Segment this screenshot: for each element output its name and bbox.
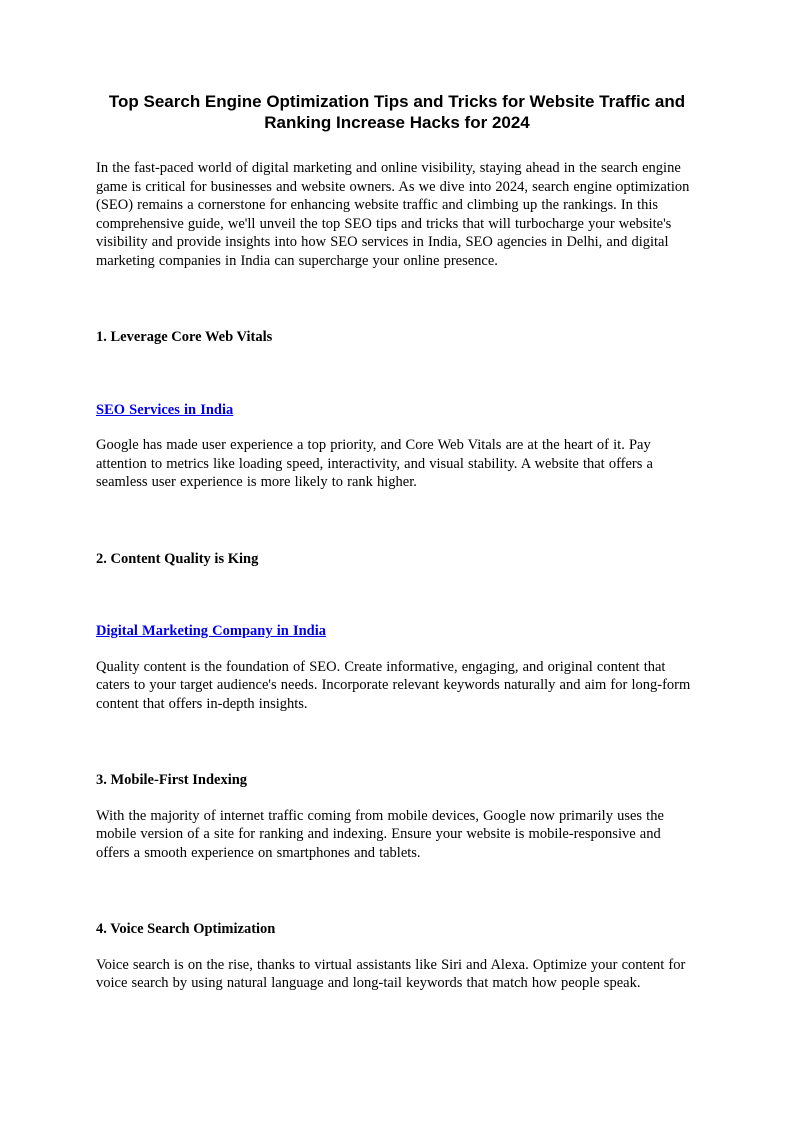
section-heading: 3. Mobile-First Indexing — [96, 772, 248, 788]
section-heading: 1. Leverage Core Web Vitals — [96, 329, 273, 345]
document-title: Top Search Engine Optimization Tips and Tricks for Website Traffic and Ranking Increase Hacks for 2024 — [108, 92, 686, 132]
section-link-line — [96, 622, 698, 641]
seo-services-india-link[interactable]: SEO Services in India — [96, 401, 234, 418]
section-link-line — [96, 401, 698, 420]
section-content-quality — [96, 550, 698, 714]
section-core-web-vitals — [96, 328, 698, 492]
intro-paragraph: In the fast-paced world of digital marketing and online visibility, staying ahead in the search engine game is critical for businesses and website owners. As we dive into 2024, search engine optimization (SEO) remains a cornerstone for enhancing website traffic and climbing up the rankings. In this comprehensive guide, we'll unveil the top SEO tips and tricks that will turbocharge your website's visibility and provide insights into how SEO services in India, SEO agencies in Delhi, and digital marketing companies in India can supercharge your online presence. — [96, 160, 690, 269]
section-paragraph: Google has made user experience a top priority, and Core Web Vitals are at the heart of it. Pay attention to metrics like loading speed, interactivity, and visual stability. A website that offers a seamless user experience is more likely to rank higher. — [96, 437, 653, 490]
section-paragraph: Quality content is the foundation of SEO. Create informative, engaging, and original content that caters to your target audience's needs. Incorporate relevant keywords naturally and aim for long-form content that offers in-depth insights. — [96, 658, 691, 712]
section-heading: 2. Content Quality is King — [96, 550, 259, 567]
section-paragraph: Voice search is on the rise, thanks to virtual assistants like Siri and Alexa. Optimize your content for voice search by using natural language and long-tail keywords that match how people speak. — [96, 956, 686, 991]
section-voice-search — [96, 920, 698, 993]
digital-marketing-company-link[interactable]: Digital Marketing Company in India — [96, 623, 326, 639]
section-heading: 4. Voice Search Optimization — [96, 921, 276, 937]
section-paragraph: With the majority of internet traffic coming from mobile devices, Google now primarily uses the mobile version of a site for ranking and indexing. Ensure your website is mobile-responsive and offers a smooth experience on smartphones and tablets. — [96, 807, 664, 861]
section-mobile-first — [96, 771, 698, 862]
